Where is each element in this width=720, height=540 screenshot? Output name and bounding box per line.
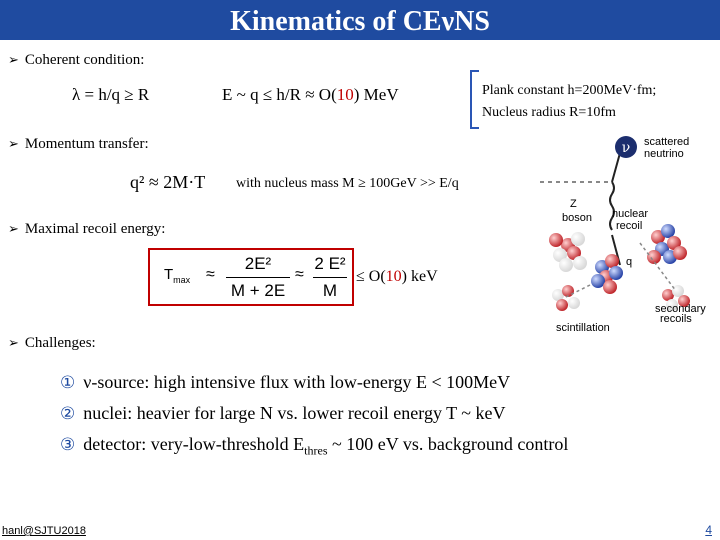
challenge-number-2: ② (60, 404, 76, 424)
bullet-momentum (8, 136, 149, 153)
label-secondary: secondary (655, 303, 706, 315)
recoil-result-suffix: ) keV (401, 268, 438, 285)
nucleus-cluster-center (591, 254, 623, 294)
momentum-heading: Momentum transfer: (24, 136, 149, 152)
coherent-eq-prefix: E ~ q ≤ h/R ≈ O( (222, 85, 337, 104)
challenge-text-1: ν-source: high intensive flux with low-energy E < 100MeV (83, 372, 511, 392)
approx-2: ≈ (295, 266, 304, 283)
coherent-note (482, 80, 656, 124)
recoil-result-value: 10 (385, 268, 402, 285)
challenge-item-2 (60, 403, 506, 424)
momentum-note: with nucleus mass M ≥ 100GeV >> E/q (236, 176, 459, 191)
challenge-item-3 (60, 434, 568, 459)
fraction-1-numerator: 2E² (244, 254, 272, 273)
nucleus-cluster-right (647, 224, 687, 264)
coherent-eq-middle (222, 85, 399, 105)
recoil-result-prefix: ≤ O( (356, 268, 386, 285)
challenge-number-3: ③ (60, 435, 76, 455)
recoil-equation-box (148, 248, 354, 306)
coherent-eq-suffix: ) MeV (353, 85, 399, 104)
challenge-text-2: nuclei: heavier for large N vs. lower recoil energy T ~ keV (83, 403, 506, 423)
fraction-2-bar (313, 277, 347, 278)
nucleus-cluster-bottom-left (552, 285, 580, 311)
slide-title: Kinematics of CEνNS (230, 6, 490, 37)
recoil-result (356, 268, 438, 286)
coherent-eq-left: λ = h/q ≥ R (72, 85, 150, 104)
fraction-2-numerator: 2 E² (314, 254, 346, 273)
tmax-symbol (164, 266, 190, 285)
arrow-bullet-icon: ➢ (8, 336, 19, 351)
bullet-challenges (8, 335, 96, 352)
bullet-recoil (8, 221, 165, 238)
coherent-eq-value: 10 (336, 85, 354, 104)
label-q-vector: q (626, 256, 633, 268)
footer-author: hanl@SJTU2018 (2, 525, 86, 537)
fraction-1-bar (226, 277, 290, 278)
challenges-heading: Challenges: (24, 335, 96, 351)
note-bracket (470, 70, 479, 129)
challenge-item-1 (60, 372, 510, 393)
fraction-2-denominator: M (322, 281, 338, 300)
coherent-note-line2: Nucleus radius R=10fm (482, 105, 616, 120)
fraction-1 (226, 254, 290, 301)
challenge-text-3-sub: thres (304, 443, 328, 458)
label-z: Z (570, 198, 577, 210)
tmax-T: T (164, 266, 174, 283)
challenge-number-1: ① (60, 373, 76, 393)
label-neutrino: neutrino (644, 148, 684, 160)
arrow-bullet-icon: ➢ (8, 137, 19, 152)
nucleus-cluster-left (549, 232, 587, 272)
label-boson: boson (562, 212, 592, 224)
scattered-neutrino-arrow (612, 153, 620, 182)
label-nuclear: nuclear (612, 208, 649, 220)
neutrino-symbol: ν (621, 140, 631, 156)
label-recoil: recoil (616, 220, 643, 232)
page-number: 4 (705, 523, 712, 537)
label-scintillation: scintillation (556, 322, 610, 334)
tmax-sub: max (173, 275, 191, 285)
momentum-eq: q² ≈ 2M·T (130, 172, 206, 192)
cevns-diagram (540, 125, 720, 340)
challenge-text-3-prefix: detector: very-low-threshold E (83, 434, 305, 454)
fraction-1-denominator: M + 2E (230, 281, 286, 300)
label-scattered: scattered (644, 136, 690, 148)
arrow-bullet-icon: ➢ (8, 53, 19, 68)
bullet-coherent (8, 52, 144, 69)
fraction-2 (313, 254, 347, 301)
z-boson-line (610, 182, 614, 230)
arrow-bullet-icon: ➢ (8, 222, 19, 237)
label-recoils: recoils (660, 313, 692, 325)
recoil-heading: Maximal recoil energy: (24, 221, 166, 237)
challenge-text-3-suffix: ~ 100 eV vs. background control (327, 434, 569, 454)
approx-1: ≈ (206, 266, 215, 283)
coherent-heading: Coherent condition: (24, 52, 145, 68)
coherent-note-line1: Plank constant h=200MeV·fm; (482, 83, 657, 98)
